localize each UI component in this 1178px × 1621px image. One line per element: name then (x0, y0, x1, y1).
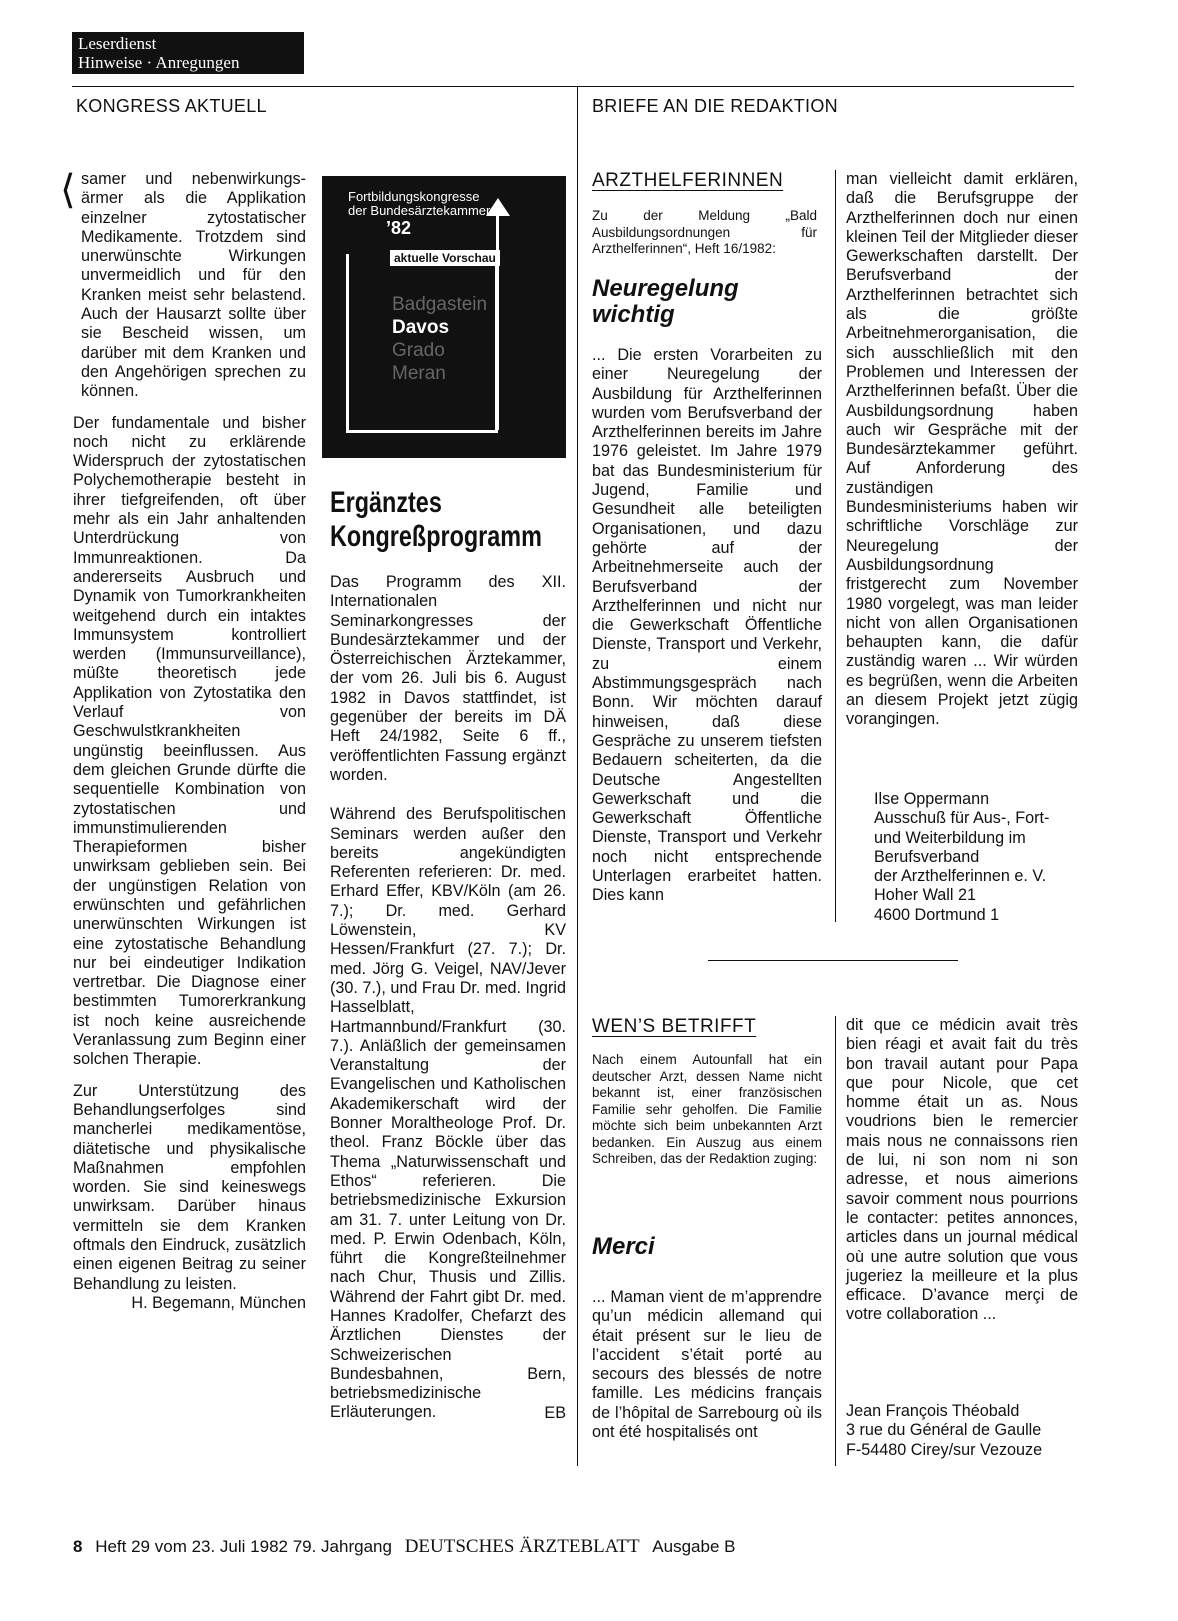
letter-subhead: ARZTHELFERINNEN (592, 170, 784, 191)
address-line: 4600 Dortmund 1 (874, 905, 1000, 924)
paragraph: Während des Berufspolitischen Seminars werden außer den bereits angekündigten Referenten referieren: Dr. med. Erhard Effer, KBV/Köln (am 26. 7.); Dr. med. Gerhard Löwenstein, KV Hessen/Frankfurt (27. 7.); Dr. med. Jörg G. Veigel, NAV/Jever (30. 7.), und Frau Dr. med. Ingrid Hasselblatt, Hartmannbund/Frankfurt (30. 7.). Anläßlich der gemeinsamen Veranstaltung der Evangelischen und Katholischen Akademikerschaft wird der Bonner Moraltheologe Prof. Dr. theol. Franz Böckle über das Thema „Naturwissenschaft und Ethos“ referieren. Die betriebsmedizinische Exkursion am 31. 7. unter Leitung von Dr. med. P. Erwin Odenbach, Köln, führt die Kongreßteilnehmer nach Chur, Thusis und Zillis. Während der Fahrt gibt Dr. med. Hannes Kradolfer, Chefarzt des Ärztlichen Dienstes der Schweizerischen Bundesbahnen, Bern, betriebsmedizinische Erläuterungen. (330, 805, 566, 1422)
letter-intro: Nach einem Autounfall hat ein deutscher Arzt, dessen Name nicht bekannt ist, einer französischen Familie sehr geholfen. Die Familie möchte sich beim unbekannten Arzt bedanken. Ein Auszug aus einem Schreiben, das der Redaktion zuging: (592, 1052, 822, 1166)
address-line: Ilse Oppermann (874, 790, 990, 808)
letter-column-b: man vielleicht damit erklären, daß die Berufsgruppe der Arzthelferinnen doch nur einen kleinen Teil der Mitglieder dieser Gewerkschaften darstellt. Der Berufsverband der Arzthelferinnen betrachtet sich als die größte Arbeitnehmerorganisation, die sich ausschließlich mit den Problemen und Interessen der Arzthelferinnen befaßt. Über die Ausbildungsordnung haben auch wir Gespräche mit der Bundesärztekammer geführt. Auf Anforderung des zuständigen Bundesministeriums haben wir schriftliche Vorschläge zur Neuregelung der Ausbildungsordnung fristgerecht zum November 1980 vorgelegt, was man leider nicht von allen Organisationen behaupten kann, die dafür zuständig waren ... Wir würden es begrüßen, wenn die Arbeiten an diesem Projekt jetzt zügig vorangingen. (846, 170, 1078, 729)
address-line: Hoher Wall 21 (874, 886, 976, 905)
article-headline (330, 486, 570, 554)
letter-subhead: WEN’S BETRIFFT (592, 1016, 757, 1037)
paragraph: Der fundamentale und bisher noch nicht zu erklärende Widerspruch der zytostatischen Polychemotherapie besteht in ihrer tiefgreifenden, oft über mehr als ein Jahr anhaltenden Unterdrückung von Immunreaktionen. Da andererseits Ausbruch und Dynamik von Tumorkrankheiten weitgehend durch ein intaktes Immunsystem kontrolliert werden (Immunsurveillance), müßte theoretisch jede Applikation von Zytostatika den Verlauf von Geschwulstkrankheiten ungünstig beeinflussen. Aus dem gleichen Grunde dürfte die sequentielle Kombination von zytostatischen und immunstimulierenden Therapieformen bisher unwirksam geblieben sein. Bei der ungünstigen Relation von erwünschten und gefährlichen unerwünschten Wirkungen ist eine zytostatische Behandlung nur bei eindeutiger Indikation vertretbar. Die Diagnose einer bestimmten Tumorerkrankung ist noch keine ausreichende Veranlassung zum Beginn einer solchen Therapie. (73, 413, 306, 1069)
promo-city-highlight: Davos (392, 317, 450, 338)
journal-name: DEUTSCHES ÄRZTEBLATT (404, 1536, 640, 1557)
column-divider (835, 170, 836, 922)
edition: Ausgabe B (652, 1537, 736, 1556)
letter-column-a: ... Maman vient de m’apprendre qu’un médicin allemand qui était présent sur le lieu de l’accident s’était porté au secours des blessés de notre famille. Les médicins français de l’hôpital de Sarrebourg où ils ont été hospitalisés ont (592, 1288, 822, 1442)
address-line: Berufsverband (874, 847, 980, 866)
address-line: Jean François Théobald (846, 1402, 1020, 1420)
letter-column-a: ... Die ersten Vorarbeiten zu einer Neuregelung der Ausbildung für Arzthelferinnen wurden vom Berufsverband der Arzthelferinnen bereits im Jahre 1976 geleistet. Im Jahre 1979 bat das Bundesministerium für Jugend, Familie und Gesundheit alle beteiligten Organisationen, und dazu gehörte auf der Arbeitnehmerseite auch der Berufsverband der Arzthelferinnen und nicht nur die Gewerkschaft Öffentliche Dienste, Transport und Verkehr, zu einem Abstimmungsgespräch nach Bonn. Wir möchten darauf hinweisen, daß diese Gespräche zu unserem tiefsten Bedauern scheiterten, da die Deutsche Angestellten Gewerkschaft und die Gewerkschaft Öffentliche Dienste, Transport und Verkehr noch nicht entsprechende Unterlagen erarbeitet hatten. Dies kann (592, 346, 822, 905)
section-label-line2: Hinweise · Anregungen (78, 53, 240, 72)
column-divider (835, 1016, 836, 1466)
paragraph: Zur Unterstützung des Behandlungserfolges sind mancherlei medikamentöse, diätetische und physikalische Maßnahmen empfohlen worden. Sie sind keineswegs unwirksam. Darüber hinaus vermitteln sie dem Kranken oftmals den Eindruck, zusätzlich einen eigenen Beitrag zu seiner Behandlung zu leisten. (73, 1081, 306, 1293)
letter-address (874, 790, 1049, 925)
page-footer (73, 1536, 735, 1558)
headline-line1: Ergänztes (330, 486, 442, 519)
section-label (72, 32, 304, 74)
section-label-line1: Leserdienst (78, 34, 157, 53)
letter-column-b: dit que ce médicin avait très bien réagi et avait fait du très bon travail autant pour Papa que pour Nicole, que cet homme était un as. Nous voudrions bien le remercier mais nous ne connaissons rien de lui, ni son nom ni son adresse, et nous aimerions savoir comment nous pourrions le contacter: petites annonces, articles dans un journal médical où une autre solution que vous jugeriez la meilleure et la plus efficace. D’avance merçi de votre collaboration ... (846, 1016, 1078, 1324)
continuation-bracket: ⟨ (60, 168, 76, 212)
promo-city: Grado (392, 340, 445, 361)
article-column-1 (73, 170, 306, 1313)
paragraph: Das Programm des XII. Internationalen Seminarkongresses der Bundesärztekammer und der Österreichischen Ärztekammer, der vom 26. Juli bis 6. August 1982 in Davos stattfindet, ist gegenüber der bereits im DÄ Heft 24/1982, Seite 6 ff., veröffentlichten Fassung ergänzt worden. (330, 573, 566, 784)
address-line: Ausschuß für Aus-, Fort- (874, 809, 1050, 828)
promo-title: Fortbildungskongresse der Bundesärztekammer (348, 189, 491, 218)
top-rule (72, 86, 1074, 87)
letter-address (846, 1402, 1042, 1460)
letter-title-line1: Neuregelung (592, 275, 739, 302)
issue-info: Heft 29 vom 23. Juli 1982 79. Jahrgang (95, 1537, 392, 1556)
separator-rule (708, 960, 958, 961)
promo-city: Meran (392, 363, 446, 384)
headline-line2: Kongreßprogramm (330, 520, 542, 553)
page-number: 8 (73, 1537, 83, 1556)
article-column-2 (330, 573, 566, 1423)
paragraph: samer und nebenwirkungs-ärmer als die Applikation einzelner zytostatischer Medikamente. Trotzdem sind unerwünschte Wirkungen unvermeidlich und für den Kranken meist sehr belastend. Auch der Hausarzt sollte über sie Bescheid wissen, um darüber mit dem Kranken und den Angehörigen sprechen zu können. (81, 170, 306, 401)
section-heading-left: KONGRESS AKTUELL (76, 96, 267, 116)
address-line: F-54480 Cirey/sur Vezouze (846, 1440, 1043, 1459)
letter-title (592, 276, 739, 328)
address-line: der Arzthelferinnen e. V. (874, 867, 1047, 886)
promo-city: Badgastein (392, 294, 488, 315)
arrow-up-icon (486, 198, 510, 216)
author-signature: H. Begemann, München (131, 1293, 306, 1312)
address-line: 3 rue du Général de Gaulle (846, 1421, 1042, 1440)
author-signature: EB (544, 1403, 566, 1422)
address-line: und Weiterbildung im (874, 828, 1026, 847)
letter-intro: Zu der Meldung „Bald Ausbildungsordnungen für Arzthelferinnen“, Heft 16/1982: (592, 208, 817, 256)
letter-title-line2: wichtig (592, 301, 675, 328)
congress-promo-graphic (322, 176, 566, 458)
letter-title: Merci (592, 1233, 655, 1260)
promo-year: ’82 (386, 218, 412, 238)
section-heading-right: BRIEFE AN DIE REDAKTION (592, 96, 838, 116)
center-divider (577, 86, 578, 1466)
promo-tag: aktuelle Vorschau (390, 250, 500, 266)
promo-frame-line (496, 216, 499, 430)
